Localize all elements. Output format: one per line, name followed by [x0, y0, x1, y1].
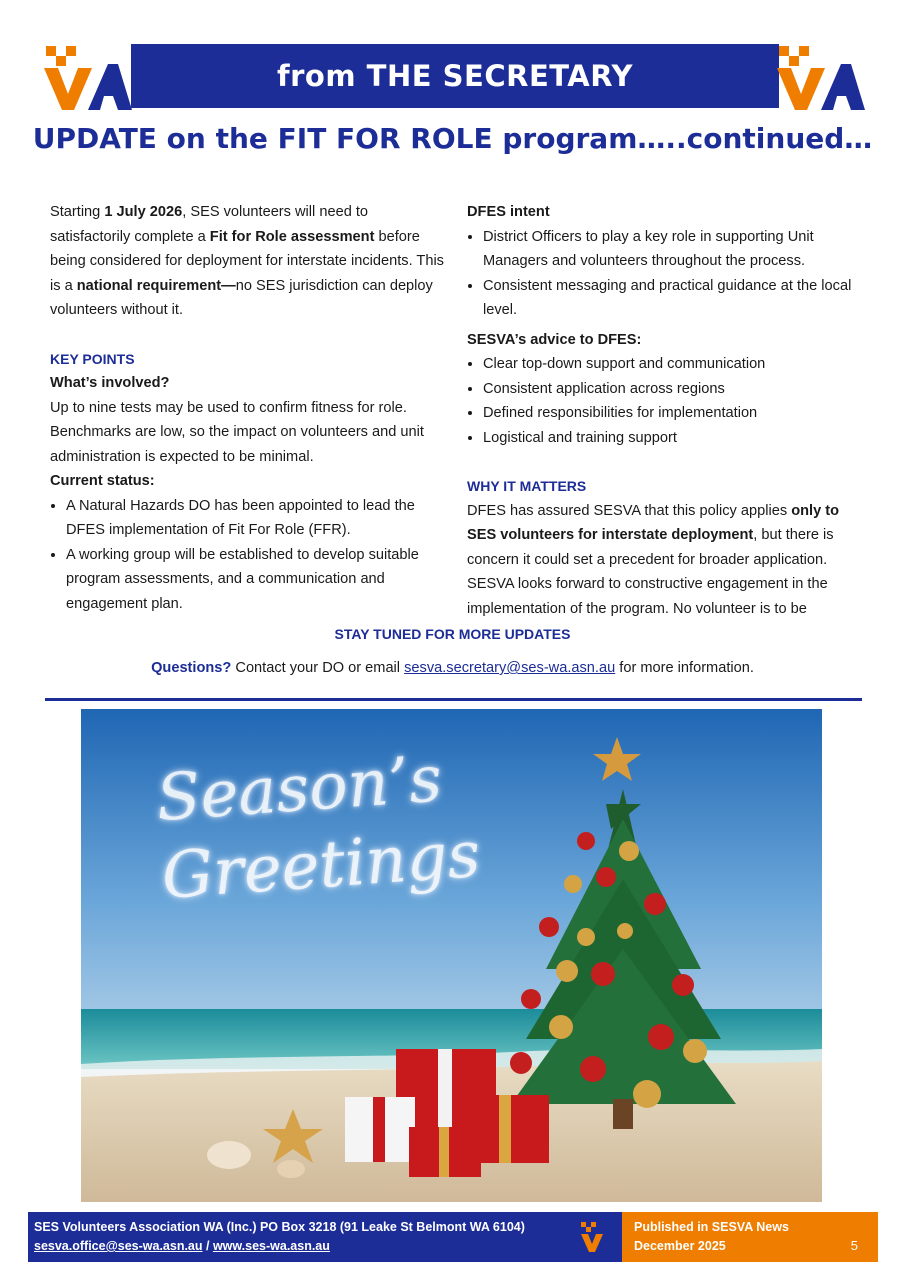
list-item: • Consistent application across regions — [483, 377, 867, 402]
footer-org-line: SES Volunteers Association WA (Inc.) PO Box 3218 (91 Leake St Belmont WA 6104) — [34, 1220, 525, 1234]
advice-heading: SESVA’s advice to DFES: — [467, 331, 642, 348]
website-link[interactable]: www.ses-wa.asn.au — [212, 1239, 330, 1253]
greeting-line-2: Greetings — [159, 817, 483, 914]
footer-separator: / — [202, 1239, 213, 1253]
list-item: • Consistent messaging and practical guidance at the local level. — [483, 274, 867, 323]
publication-date: December 2025 — [634, 1239, 726, 1253]
greeting-line-1: Season’s — [154, 742, 445, 837]
intro-assessment: Fit for Role assessment — [209, 228, 375, 245]
intro-text-1: Starting — [50, 204, 105, 220]
advice-list — [467, 352, 867, 450]
sesva-logo-left-icon — [44, 44, 132, 110]
sesva-logo-right-icon — [777, 44, 865, 110]
divider — [45, 698, 862, 701]
footer-links — [34, 1239, 330, 1253]
intro-date: 1 July 2026 — [104, 204, 183, 220]
intro-national-requirement: national requirement— — [76, 277, 236, 294]
whats-involved-heading: What’s involved? — [50, 375, 170, 391]
intro-text-2: , SES volunteers will need to satisfactorily complete a — [50, 204, 369, 245]
dfes-intent-list — [467, 225, 867, 323]
footer-contact — [28, 1212, 622, 1262]
key-points-heading: KEY POINTS — [50, 350, 135, 367]
list-item: • Clear top-down support and communication — [483, 352, 867, 377]
right-column — [467, 200, 867, 621]
sesva-footer-logo-icon — [581, 1222, 603, 1252]
why-bold: only to SES volunteers for interstate deployment — [467, 502, 840, 543]
current-status-heading: Current status: — [50, 473, 155, 489]
banner-title: from THE SECRETARY — [131, 44, 779, 108]
list-item: • Logistical and training support — [483, 426, 867, 451]
footer-publication — [622, 1212, 878, 1262]
questions-text-after: for more information. — [615, 660, 754, 676]
page-headline: UPDATE on the FIT FOR ROLE program…..continued… — [32, 122, 873, 155]
list-item: • District Officers to play a key role in supporting Unit Managers and volunteers throughout the process. — [483, 225, 867, 274]
why-it-matters-heading: WHY IT MATTERS — [467, 478, 587, 494]
list-item: • A working group will be established to develop suitable program assessments, and a communication and engagement plan. — [66, 543, 445, 617]
secretary-email-link[interactable]: sesva.secretary@ses-wa.asn.au — [404, 660, 616, 676]
page-number: 5 — [850, 1238, 858, 1253]
seasons-greetings-image — [81, 709, 822, 1202]
why-text-1: DFES has assured SESVA that this policy applies — [467, 502, 792, 519]
list-item: • A Natural Hazards DO has been appointed to lead the DFES implementation of Fit For Role (FFR). — [66, 494, 445, 543]
list-item: • Defined responsibilities for implementation — [483, 401, 867, 426]
why-it-matters-text — [467, 499, 867, 622]
stay-tuned: STAY TUNED FOR MORE UPDATES — [334, 626, 571, 642]
office-email-link[interactable]: sesva.office@ses-wa.asn.au — [34, 1239, 203, 1253]
questions-text: Contact your DO or email — [231, 660, 405, 676]
intro-text-3: before being considered for deployment for interstate incidents. This is a — [50, 228, 444, 294]
left-column — [50, 200, 445, 616]
intro-text-4: no SES jurisdiction can deploy volunteers without it. — [50, 277, 433, 318]
whats-involved-text: Up to nine tests may be used to confirm fitness for role. Benchmarks are low, so the impact on volunteers and unit administration is expected to be minimal. — [50, 399, 424, 465]
questions-label: Questions? — [151, 660, 232, 676]
published-in: Published in SESVA News — [634, 1220, 789, 1234]
dfes-intent-heading: DFES intent — [467, 204, 550, 220]
why-text-2: , but there is concern it could set a precedent for broader application. SESVA looks forward to constructive engagement in the implementation of the program. No volunteer is to be — [467, 527, 834, 617]
current-status-list — [50, 494, 445, 617]
questions-line — [0, 660, 905, 676]
intro-paragraph — [50, 200, 445, 323]
seasons-greetings-text — [154, 738, 483, 916]
